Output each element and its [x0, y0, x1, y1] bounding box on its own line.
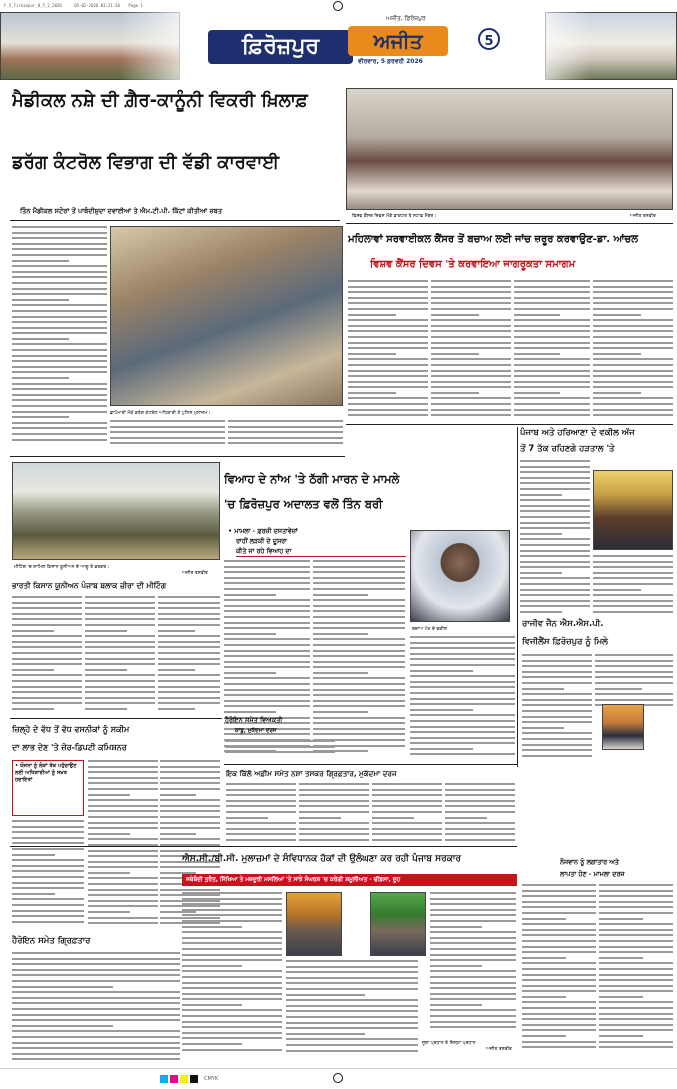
masthead-edition-tag: ਅਜੀਤ, ਫ਼ਿਰੋਜ਼ਪੁਰ	[386, 15, 426, 22]
scbc-photo-caption: ਸੂਬਾ ਪ੍ਰਧਾਨ ਤੇ ਜ਼ਿਲ੍ਹਾ ਪ੍ਰਧਾਨ	[422, 1041, 476, 1046]
scbc-subhead: ਜਥੇਬੰਦੀ ਤੁਰੰਤ, ਸਿੱਖਿਆ ਤੇ ਮਜ਼ਦੂਰੀ ਮਸਲਿਆਂ 'ਤੇ ਸਾਂਝੇ ਸੰਘਰਸ਼ 'ਚ ਕਰੇਗੀ ਸ਼ਮੂਲੀਅਤ - ਢੀਂਡਸਾ, ਦੂਹ	[186, 877, 401, 883]
page-number: 5	[484, 34, 494, 49]
farmers-headline: ਭਾਰਤੀ ਕਿਸਾਨ ਯੂਨੀਅਨ ਪੰਜਾਬ ਬਲਾਕ ਜ਼ੀਰਾ ਦੀ ਮੀਟਿੰਗ	[12, 581, 167, 590]
masthead-left-fade	[120, 12, 205, 80]
cancer-photo-caption: ਵਿਸ਼ਵ ਕੈਂਸਰ ਦਿਵਸ ਮੌਕੇ ਡਾਕਟਰ ਤੇ ਸਟਾਫ਼ ਮੈਂਬਰ।	[352, 214, 437, 219]
scbc-top-rule	[10, 846, 517, 847]
wall-body-col1	[12, 820, 84, 928]
masthead-logo-block	[208, 15, 468, 72]
page-number-badge	[478, 28, 500, 50]
smuggler-headline: ਇਕ ਕਿੱਲੋ ਅਫ਼ੀਮ ਸਮੇਤ ਨਸ਼ਾ ਤਸਕਰ ਗ੍ਰਿਫ਼ਤਾਰ, ਮੁਕੱਦਮਾ ਦਰਜ	[226, 769, 397, 778]
farmers-body-col1	[12, 596, 82, 714]
farmers-photo-credit: ਅਜੀਤ ਤਸਵੀਰ	[182, 571, 208, 576]
smuggler-top-rule	[224, 764, 518, 765]
cmyk-swatch-black	[190, 1075, 198, 1083]
footer-color-bar	[0, 1068, 677, 1089]
court-bullet: • ਮਾਮਲਾ - ਫ਼ਰਜ਼ੀ ਦਸਤਾਵੇਜ਼ਾਂ	[228, 528, 298, 535]
cancer-subhead: ਵਿਸ਼ਵ ਕੈਂਸਰ ਦਿਵਸ 'ਤੇ ਕਰਵਾਇਆ ਜਾਗਰੂਕਤਾ ਸਮਾਗਮ	[370, 259, 576, 270]
print-timestamp: 05-02-2026 01:21:36	[74, 3, 120, 8]
vigilance-headline-line2: ਵਿਜੀਲੈਂਸ ਫ਼ਿਰੋਜ਼ਪੁਰ ਨੂੰ ਮਿਲੇ	[522, 637, 608, 647]
court-bullet-line2: ਰਾਹੀਂ ਲੜਕੀ ਦੇ ਦੂਸਰਾ	[236, 538, 287, 545]
cancer-photo	[346, 88, 673, 210]
farmers-photo-caption: ਮੀਟਿੰਗ 'ਚ ਸ਼ਾਮਿਲ ਕਿਸਾਨ ਯੂਨੀਅਨ ਦੇ ਆਗੂ ਤੇ ਵਰਕਰ।	[14, 565, 110, 570]
scbc-headline: ਐਸ.ਸੀ./ਬੀ.ਸੀ. ਮੁਲਾਜ਼ਮਾਂ ਦੇ ਸੰਵਿਧਾਨਕ ਹੱਕਾਂ ਦੀ ਉਲੰਘਣਾ ਕਰ ਰਹੀ ਪੰਜਾਬ ਸਰਕਾਰ	[182, 854, 462, 864]
crime-headline: ਹੈਰੋਇਨ ਸਮੇਤ ਗ੍ਰਿਫ਼ਤਾਰ	[12, 936, 91, 946]
masthead-date: ਵੀਰਵਾਰ, 5 ਫ਼ਰਵਰੀ 2026	[358, 58, 423, 65]
print-meta-strip	[4, 3, 404, 11]
footer-color-code: CMYK	[204, 1076, 219, 1082]
court-bullet-line3: ਕੀਤੇ ਜਾ ਰਹੇ ਵਿਆਹ ਦਾ	[236, 548, 406, 557]
heroin-short-subhead: ਕਾਬੂ, ਮੁਕੱਦਮਾ ਦਰਜ	[235, 728, 277, 734]
lead-body-col2	[110, 420, 225, 452]
court-headline-line2: 'ਚ ਫ਼ਿਰੋਜ਼ਪੁਰ ਅਦਾਲਤ ਵਲੋਂ ਤਿੰਨ ਬਰੀ	[224, 497, 383, 511]
lawyers-headline-line2: ਤੋਂ 7 ਤੱਕ ਰਹਿਣਗੇ ਹੜਤਾਲ 'ਤੇ	[520, 444, 615, 454]
masthead	[0, 12, 677, 80]
lawyers-body-col1	[520, 460, 590, 620]
youth-body-col2	[599, 884, 673, 1056]
scbc-body-col1	[182, 892, 282, 1056]
wall-highlight-box	[12, 760, 84, 816]
scbc-body-col2	[286, 960, 418, 1056]
scbc-body-col3	[430, 892, 516, 1036]
cancer-photo-credit: ਅਜੀਤ ਤਸਵੀਰ	[630, 214, 656, 219]
lead-photo	[110, 226, 343, 406]
smuggler-body-col2	[299, 783, 369, 845]
masthead-title-right-text: ਅਜੀਤ	[373, 29, 423, 53]
court-lawyer-photo	[410, 530, 510, 622]
cancer-headline: ਮਹਿਲਾਵਾਂ ਸਰਵਾਈਕਲ ਕੈਂਸਰ ਤੋਂ ਬਚਾਅ ਲਈ ਜਾਂਚ ਜ਼ਰੂਰ ਕਰਵਾਉਣ-ਡਾ. ਆਂਚਲ	[348, 234, 639, 245]
wall-headline-line2	[12, 742, 190, 754]
wall-headline-line2-text: ਦਾ ਲਾਭ ਦੇਣ 'ਤੇ ਜ਼ੋਰ-ਡਿਪਟੀ ਕਮਿਸ਼ਨਰ	[12, 743, 127, 752]
lead-photo-caption: ਛਾਪੇਮਾਰੀ ਮੌਕੇ ਡਰੱਗ ਕੰਟਰੋਲ ਅਧਿਕਾਰੀ ਤੇ ਪੁਲਿਸ ਮੁਲਾਜ਼ਮ।	[110, 411, 211, 416]
heroin-short-body	[225, 740, 335, 762]
scbc-photo-credit: ਅਜੀਤ ਤਸਵੀਰ	[486, 1047, 512, 1052]
smuggler-body-col1	[226, 783, 296, 845]
cancer-body-col3	[514, 280, 590, 420]
lead-subhead-rule	[10, 220, 340, 221]
registration-mark-bottom-icon	[333, 1073, 343, 1083]
court-body-col3	[410, 636, 515, 760]
masthead-right-fade	[520, 12, 590, 80]
masthead-title-left	[208, 30, 353, 64]
registration-mark-icon	[333, 1, 343, 11]
court-right-rule	[517, 427, 518, 767]
youth-headline-line1: ਨੌਜਵਾਨ ਨੂੰ ਲਗਾਤਾਰ ਅਤੇ	[560, 858, 619, 866]
masthead-title-left-text: ਫ਼ਿਰੋਜ਼ਪੁਰ	[241, 34, 320, 59]
smuggler-body-col4	[445, 783, 515, 845]
lead-subhead: ਤਿੰਨ ਮੈਡੀਕਲ ਸਟੋਰਾਂ ਤੋਂ ਪਾਬੰਦੀਸ਼ੁਦਾ ਦਵਾਈਆਂ ਤੇ ਐਮ.ਟੀ.ਪੀ. ਕਿੱਟਾਂ ਕੀਤੀਆਂ ਜ਼ਬਤ	[20, 207, 223, 215]
farmers-body-col3	[158, 596, 220, 714]
farmers-photo	[12, 462, 220, 560]
youth-body-col1	[522, 884, 596, 1056]
scbc-photo-1	[286, 892, 342, 956]
print-file-slug: F_5_Firozepur_0_5_2_2026	[4, 3, 62, 8]
print-page-ref: Page 1	[128, 3, 143, 8]
vigilance-photo	[602, 704, 644, 750]
vigilance-body-col1	[522, 654, 592, 762]
cmyk-swatch-cyan	[160, 1075, 168, 1083]
farmers-bottom-rule	[10, 718, 222, 719]
cmyk-swatch-yellow	[180, 1075, 188, 1083]
scbc-subhead-bar	[182, 874, 517, 886]
lawyers-body-col2	[593, 555, 673, 620]
vigilance-headline-line1: ਰਾਜੀਵ ਜੈਨ ਐਸ.ਐਸ.ਪੀ.	[522, 619, 604, 629]
lead-body-col1	[12, 226, 107, 446]
lead-headline-line1: ਮੈਡੀਕਲ ਨਸ਼ੇ ਦੀ ਗ਼ੈਰ-ਕਾਨੂੰਨੀ ਵਿਕਰੀ ਖ਼ਿਲਾਫ਼	[12, 90, 308, 111]
cmyk-swatch-magenta	[170, 1075, 178, 1083]
lead-headline-line2: ਡਰੱਗ ਕੰਟਰੋਲ ਵਿਭਾਗ ਦੀ ਵੱਡੀ ਕਾਰਵਾਈ	[12, 152, 280, 173]
masthead-title-right	[348, 26, 448, 56]
smuggler-body-col3	[372, 783, 442, 845]
cancer-body-col2	[431, 280, 511, 420]
lead-bottom-rule	[10, 456, 345, 457]
court-photo-caption: ਬਚਾਅ ਪੱਖ ਦੇ ਵਕੀਲ	[412, 627, 448, 632]
heroin-short-headline: ਹੈਰੋਇਨ ਸਮੇਤ ਵਿਅਕਤੀ	[225, 716, 283, 724]
wall-headline-line1: ਜ਼ਿਲ੍ਹੇ ਦੇ ਵੱਧ ਤੋਂ ਵੱਧ ਵਸਨੀਕਾਂ ਨੂੰ ਸਕੀਮ	[12, 725, 130, 734]
crime-body	[12, 952, 180, 1064]
farmers-body-col2	[85, 596, 155, 714]
cancer-bottom-rule	[346, 424, 673, 425]
wall-body-col2	[88, 760, 158, 928]
lawyers-headline-line1: ਪੰਜਾਬ ਅਤੇ ਹਰਿਆਣਾ ਦੇ ਵਕੀਲ ਅੱਜ	[520, 428, 635, 438]
scbc-photo-2	[370, 892, 426, 956]
cancer-top-rule	[346, 223, 673, 224]
youth-headline-line2: ਲਾਪਤਾ ਹੋਣ - ਮਾਮਲਾ ਦਰਜ	[560, 870, 625, 878]
cancer-body-col4	[593, 280, 673, 420]
wall-highlight-text: • ਯੋਜਨਾ ਨੂੰ ਲੋਕਾਂ ਤੱਕ ਪਹੁੰਚਾਉਣ ਲਈ ਅਧਿਕਾਰੀਆਂ ਨੂੰ ਸਖ਼ਤ ਹਦਾਇਤਾਂ	[15, 763, 77, 783]
court-headline-line1: ਵਿਆਹ ਦੇ ਨਾਂਅ 'ਤੇ ਠੱਗੀ ਮਾਰਨ ਦੇ ਮਾਮਲੇ	[224, 472, 400, 486]
cancer-body-col1	[348, 280, 428, 420]
lead-body-col3	[228, 420, 343, 452]
lawyers-photo	[593, 470, 673, 550]
